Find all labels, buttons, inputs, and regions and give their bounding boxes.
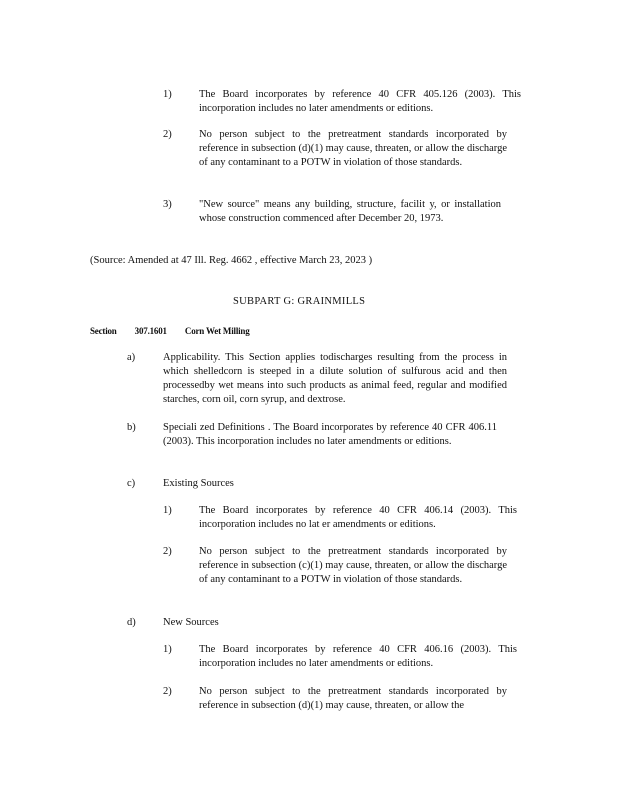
paragraph-letter: b) xyxy=(127,422,136,433)
item-text: No person subject to the pretreatment standards incorporated by reference in subsection (d)(1) may cause, threaten, or allow the xyxy=(199,686,507,711)
item-number: 1) xyxy=(163,644,172,655)
paragraph-letter: d) xyxy=(127,617,136,628)
paragraph-text: New Sources xyxy=(163,617,219,628)
section-title: Corn Wet Milling xyxy=(184,326,250,336)
item-number: 2) xyxy=(163,129,172,140)
section-number: 307.1601 xyxy=(134,326,167,336)
paragraph-text: Existing Sources xyxy=(163,478,234,489)
paragraph-letter: c) xyxy=(127,478,136,489)
item-text: The Board incorporates by reference 40 CFR 406.16 (2003). This incorporation includes no later amendments or editions. xyxy=(199,644,517,669)
paragraph-text: Applicability. This Section applies todischarges resulting from the process in which shelledcorn is steeped in a dilute solution of sulfurous acid and then processedby wet means into such products as animal feed, regular and modified starches, corn oil, corn syrup, and dextrose. xyxy=(163,352,507,405)
item-number: 2) xyxy=(163,546,172,557)
item-number: 1) xyxy=(163,89,172,100)
section-header xyxy=(90,324,266,338)
item-number: 3) xyxy=(163,199,172,210)
item-number: 2) xyxy=(163,686,172,697)
subpart-title: SUBPART G: GRAINMILLS xyxy=(233,296,366,307)
source-note: (Source: Amended at 47 Ill. Reg. 4662 , effective March 23, 2023 ) xyxy=(90,255,373,266)
item-text: No person subject to the pretreatment standards incorporated by reference in subsection (c)(1) may cause, threaten, or allow the discharge of any contaminant to a POTW in violation of those standards. xyxy=(199,546,507,585)
paragraph-letter: a) xyxy=(127,352,136,363)
item-text: "New source" means any building, structure, facilit y, or installation whose construction commenced after December 20, 1973. xyxy=(199,199,501,224)
item-number: 1) xyxy=(163,505,172,516)
item-text: The Board incorporates by reference 40 CFR 405.126 (2003). This incorporation includes no later amendments or editions. xyxy=(199,89,521,114)
item-text: No person subject to the pretreatment standards incorporated by reference in subsection (d)(1) may cause, threaten, or allow the discharge of any contaminant to a POTW in violation of those standards. xyxy=(199,129,507,168)
paragraph-text: Speciali zed Definitions . The Board incorporates by reference 40 CFR 406.11 (2003). This incorporation includes no later amendments or editions. xyxy=(163,422,497,447)
section-label: Section xyxy=(90,326,117,336)
item-text: The Board incorporates by reference 40 CFR 406.14 (2003). This incorporation includes no lat er amendments or editions. xyxy=(199,505,517,530)
